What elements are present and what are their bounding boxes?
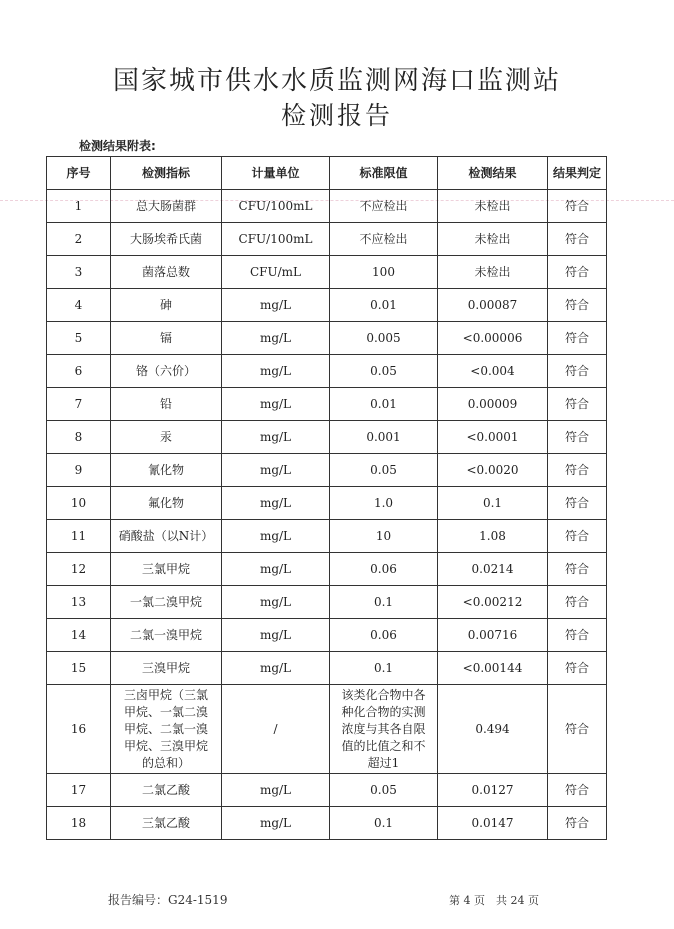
row-number: 12 xyxy=(47,553,111,586)
col-header-verdict: 结果判定 xyxy=(548,157,607,190)
row-verdict: 符合 xyxy=(548,322,607,355)
row-verdict: 符合 xyxy=(548,487,607,520)
row-unit: mg/L xyxy=(222,388,330,421)
row-result: 0.00716 xyxy=(438,619,548,652)
row-indicator: 氟化物 xyxy=(111,487,222,520)
row-limit: 不应检出 xyxy=(330,223,438,256)
row-number: 2 xyxy=(47,223,111,256)
row-limit: 0.01 xyxy=(330,289,438,322)
row-indicator: 三卤甲烷（三氯甲烷、一氯二溴甲烷、二氯一溴甲烷、三溴甲烷的总和） xyxy=(111,685,222,774)
row-number: 4 xyxy=(47,289,111,322)
row-verdict: 符合 xyxy=(548,586,607,619)
row-result: <0.00006 xyxy=(438,322,548,355)
row-number: 8 xyxy=(47,421,111,454)
table-row xyxy=(47,807,607,840)
table-header-row xyxy=(47,157,607,190)
row-limit: 100 xyxy=(330,256,438,289)
row-unit: mg/L xyxy=(222,487,330,520)
row-number: 15 xyxy=(47,652,111,685)
row-result: 未检出 xyxy=(438,190,548,223)
row-unit: mg/L xyxy=(222,619,330,652)
row-limit: 0.005 xyxy=(330,322,438,355)
row-result: 未检出 xyxy=(438,223,548,256)
row-verdict: 符合 xyxy=(548,388,607,421)
row-limit: 10 xyxy=(330,520,438,553)
row-indicator: 总大肠菌群 xyxy=(111,190,222,223)
row-indicator: 大肠埃希氏菌 xyxy=(111,223,222,256)
row-limit: 0.06 xyxy=(330,619,438,652)
row-result: <0.00144 xyxy=(438,652,548,685)
row-unit: CFU/100mL xyxy=(222,223,330,256)
row-unit: mg/L xyxy=(222,652,330,685)
row-indicator: 硝酸盐（以N计） xyxy=(111,520,222,553)
row-verdict: 符合 xyxy=(548,652,607,685)
row-unit: mg/L xyxy=(222,520,330,553)
row-number: 16 xyxy=(47,685,111,774)
row-limit: 0.06 xyxy=(330,553,438,586)
row-result: <0.004 xyxy=(438,355,548,388)
row-indicator: 三氯乙酸 xyxy=(111,807,222,840)
row-result: 0.0127 xyxy=(438,774,548,807)
row-limit: 0.01 xyxy=(330,388,438,421)
row-verdict: 符合 xyxy=(548,774,607,807)
row-number: 10 xyxy=(47,487,111,520)
col-header-limit: 标准限值 xyxy=(330,157,438,190)
row-indicator: 二氯乙酸 xyxy=(111,774,222,807)
row-limit: 0.05 xyxy=(330,774,438,807)
row-indicator: 汞 xyxy=(111,421,222,454)
row-verdict: 符合 xyxy=(548,685,607,774)
table-row xyxy=(47,421,607,454)
table-row xyxy=(47,454,607,487)
row-result: 0.00009 xyxy=(438,388,548,421)
row-limit: 该类化合物中各种化合物的实测浓度与其各自限值的比值之和不超过1 xyxy=(330,685,438,774)
row-result: 0.0214 xyxy=(438,553,548,586)
row-limit: 0.05 xyxy=(330,355,438,388)
row-result: 0.1 xyxy=(438,487,548,520)
row-verdict: 符合 xyxy=(548,190,607,223)
row-indicator: 铅 xyxy=(111,388,222,421)
row-verdict: 符合 xyxy=(548,289,607,322)
row-unit: mg/L xyxy=(222,289,330,322)
row-indicator: 氰化物 xyxy=(111,454,222,487)
report-title: 国家城市供水水质监测网海口监测站 xyxy=(112,66,561,96)
row-limit: 0.001 xyxy=(330,421,438,454)
row-result: <0.0020 xyxy=(438,454,548,487)
row-indicator: 砷 xyxy=(111,289,222,322)
page-number: 第 4 页 共 24 页 xyxy=(449,894,539,907)
row-unit: mg/L xyxy=(222,807,330,840)
row-verdict: 符合 xyxy=(548,807,607,840)
row-verdict: 符合 xyxy=(548,421,607,454)
row-unit: CFU/100mL xyxy=(222,190,330,223)
row-number: 6 xyxy=(47,355,111,388)
row-result: <0.0001 xyxy=(438,421,548,454)
results-table xyxy=(46,156,607,840)
row-unit: mg/L xyxy=(222,355,330,388)
row-number: 13 xyxy=(47,586,111,619)
row-verdict: 符合 xyxy=(548,355,607,388)
row-unit: mg/L xyxy=(222,454,330,487)
table-row xyxy=(47,223,607,256)
row-number: 18 xyxy=(47,807,111,840)
table-row xyxy=(47,619,607,652)
row-indicator: 镉 xyxy=(111,322,222,355)
table-row xyxy=(47,586,607,619)
row-unit: mg/L xyxy=(222,586,330,619)
row-limit: 不应检出 xyxy=(330,190,438,223)
row-number: 5 xyxy=(47,322,111,355)
row-result: 0.00087 xyxy=(438,289,548,322)
row-limit: 0.05 xyxy=(330,454,438,487)
row-result: 0.0147 xyxy=(438,807,548,840)
row-indicator: 菌落总数 xyxy=(111,256,222,289)
row-unit: mg/L xyxy=(222,774,330,807)
row-unit: mg/L xyxy=(222,322,330,355)
row-indicator: 三溴甲烷 xyxy=(111,652,222,685)
row-limit: 0.1 xyxy=(330,652,438,685)
table-row xyxy=(47,520,607,553)
row-verdict: 符合 xyxy=(548,520,607,553)
row-unit: CFU/mL xyxy=(222,256,330,289)
row-unit: mg/L xyxy=(222,553,330,586)
row-result: 1.08 xyxy=(438,520,548,553)
row-limit: 0.1 xyxy=(330,586,438,619)
row-verdict: 符合 xyxy=(548,454,607,487)
table-row xyxy=(47,190,607,223)
row-limit: 0.1 xyxy=(330,807,438,840)
row-unit: / xyxy=(222,685,330,774)
row-result: 0.494 xyxy=(438,685,548,774)
row-result: <0.00212 xyxy=(438,586,548,619)
col-header-unit: 计量单位 xyxy=(222,157,330,190)
row-verdict: 符合 xyxy=(548,553,607,586)
row-number: 9 xyxy=(47,454,111,487)
col-header-result: 检测结果 xyxy=(438,157,548,190)
table-row xyxy=(47,256,607,289)
row-indicator: 二氯一溴甲烷 xyxy=(111,619,222,652)
table-row xyxy=(47,355,607,388)
table-row xyxy=(47,685,607,774)
table-caption: 检测结果附表: xyxy=(79,139,156,153)
row-number: 11 xyxy=(47,520,111,553)
row-limit: 1.0 xyxy=(330,487,438,520)
table-row xyxy=(47,388,607,421)
table-row xyxy=(47,487,607,520)
row-indicator: 一氯二溴甲烷 xyxy=(111,586,222,619)
table-row xyxy=(47,652,607,685)
row-number: 3 xyxy=(47,256,111,289)
col-header-no: 序号 xyxy=(47,157,111,190)
table-row xyxy=(47,774,607,807)
report-number: 报告编号：G24-1519 xyxy=(108,893,228,907)
row-indicator: 三氯甲烷 xyxy=(111,553,222,586)
row-number: 7 xyxy=(47,388,111,421)
table-row xyxy=(47,289,607,322)
row-number: 1 xyxy=(47,190,111,223)
row-number: 14 xyxy=(47,619,111,652)
table-row xyxy=(47,553,607,586)
row-unit: mg/L xyxy=(222,421,330,454)
row-indicator: 铬（六价） xyxy=(111,355,222,388)
table-row xyxy=(47,322,607,355)
row-number: 17 xyxy=(47,774,111,807)
row-verdict: 符合 xyxy=(548,223,607,256)
report-subtitle: 检测报告 xyxy=(280,101,393,130)
col-header-indicator: 检测指标 xyxy=(111,157,222,190)
row-verdict: 符合 xyxy=(548,256,607,289)
row-result: 未检出 xyxy=(438,256,548,289)
row-verdict: 符合 xyxy=(548,619,607,652)
